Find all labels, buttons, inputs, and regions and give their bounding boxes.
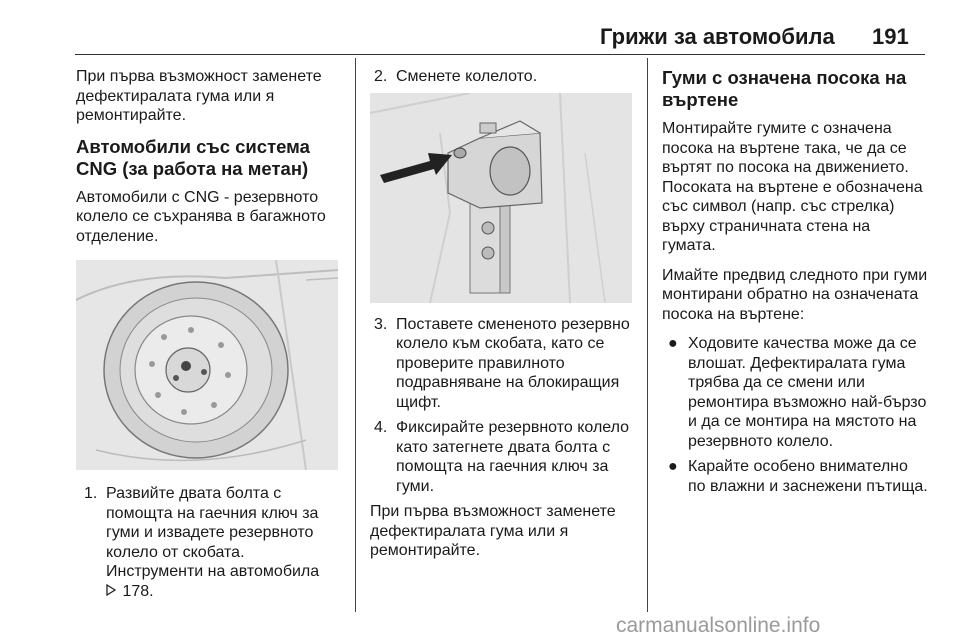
directional-paragraph-1: Монтирайте гумите с означена посока на въртене така, че да се въртят по посока на движението. Посоката на въртене е обозначена със символ (напр. със стрелка) върху страничната стена на гумата. [662,120,923,254]
step-4-text: Фиксирайте резервното колело като затегнете двата болта с помощта на гаечния ключ за гуми. [396,419,630,495]
reference-label: Инструменти на автомобила [106,563,320,580]
bullet-item-1 [662,334,928,451]
reference-page: 178. [122,582,154,600]
section-heading-directional-tyres: Гуми с означена посока на въртене [662,67,907,110]
column-2 [370,67,635,571]
section-heading-cng: Автомобили със система CNG (за работа на метан) [76,135,310,179]
page-header-title: Грижи за автомобила [600,24,835,49]
column-divider-1 [355,58,356,612]
page-number: 191 [872,24,909,49]
directional-paragraph-2: Имайте предвид следното при гуми монтирани обратно на означената посока на въртене: [662,266,928,323]
step-3-text: Поставете смененото резервно колело към скобата, като се проверите правилното подравняване на блокиращия щифт. [396,315,630,411]
spare-wheel-illustration [76,260,338,470]
bullet-dot: ● [668,458,678,475]
column-1 [76,67,344,607]
step-3 [370,315,635,413]
bullet-1-text: Ходовите качества може да се влошат. Дефектиралата гума трябва да се смени или ремонтира възможно най-бързо и да се монтира на мястото на резервното колело. [688,335,927,450]
step-1-reference[interactable] [106,562,344,601]
bullet-2-text: Карайте особено внимателно по влажни и заснежени пътища. [688,458,928,495]
step-2-text: Сменете колелото. [396,68,538,85]
watermark: carmanualsonline.info [616,614,821,637]
bracket-illustration [370,93,632,303]
bullet-dot: ● [668,335,678,352]
intro-paragraph: При първа възможност заменете дефектиралата гума или я ремонтирайте. [76,68,322,124]
step-1-body: Развийте двата болта с помощта на гаечния ключ за гуми и извадете резервното колело от скобата. [106,485,319,561]
step-1-number: 1. [84,485,98,502]
step-3-number: 3. [374,315,388,333]
bullet-item-2 [662,457,928,496]
step-1-text [106,484,344,601]
cng-paragraph: Автомобили с CNG - резервното колело се съхранява в багажното отделение. [76,188,326,245]
step-4 [370,418,635,496]
header-rule [75,54,925,55]
step-2-number: 2. [374,68,388,85]
step-1 [76,484,344,601]
step-2 [370,67,635,87]
column-divider-2 [647,58,648,612]
bracket-figure [370,93,632,303]
outro-paragraph: При първа възможност заменете дефектиралата гума или я ремонтирайте. [370,503,616,559]
spare-wheel-figure [76,260,338,470]
column-3 [662,67,928,502]
arrow-right-icon [106,582,118,602]
step-4-number: 4. [374,419,388,436]
